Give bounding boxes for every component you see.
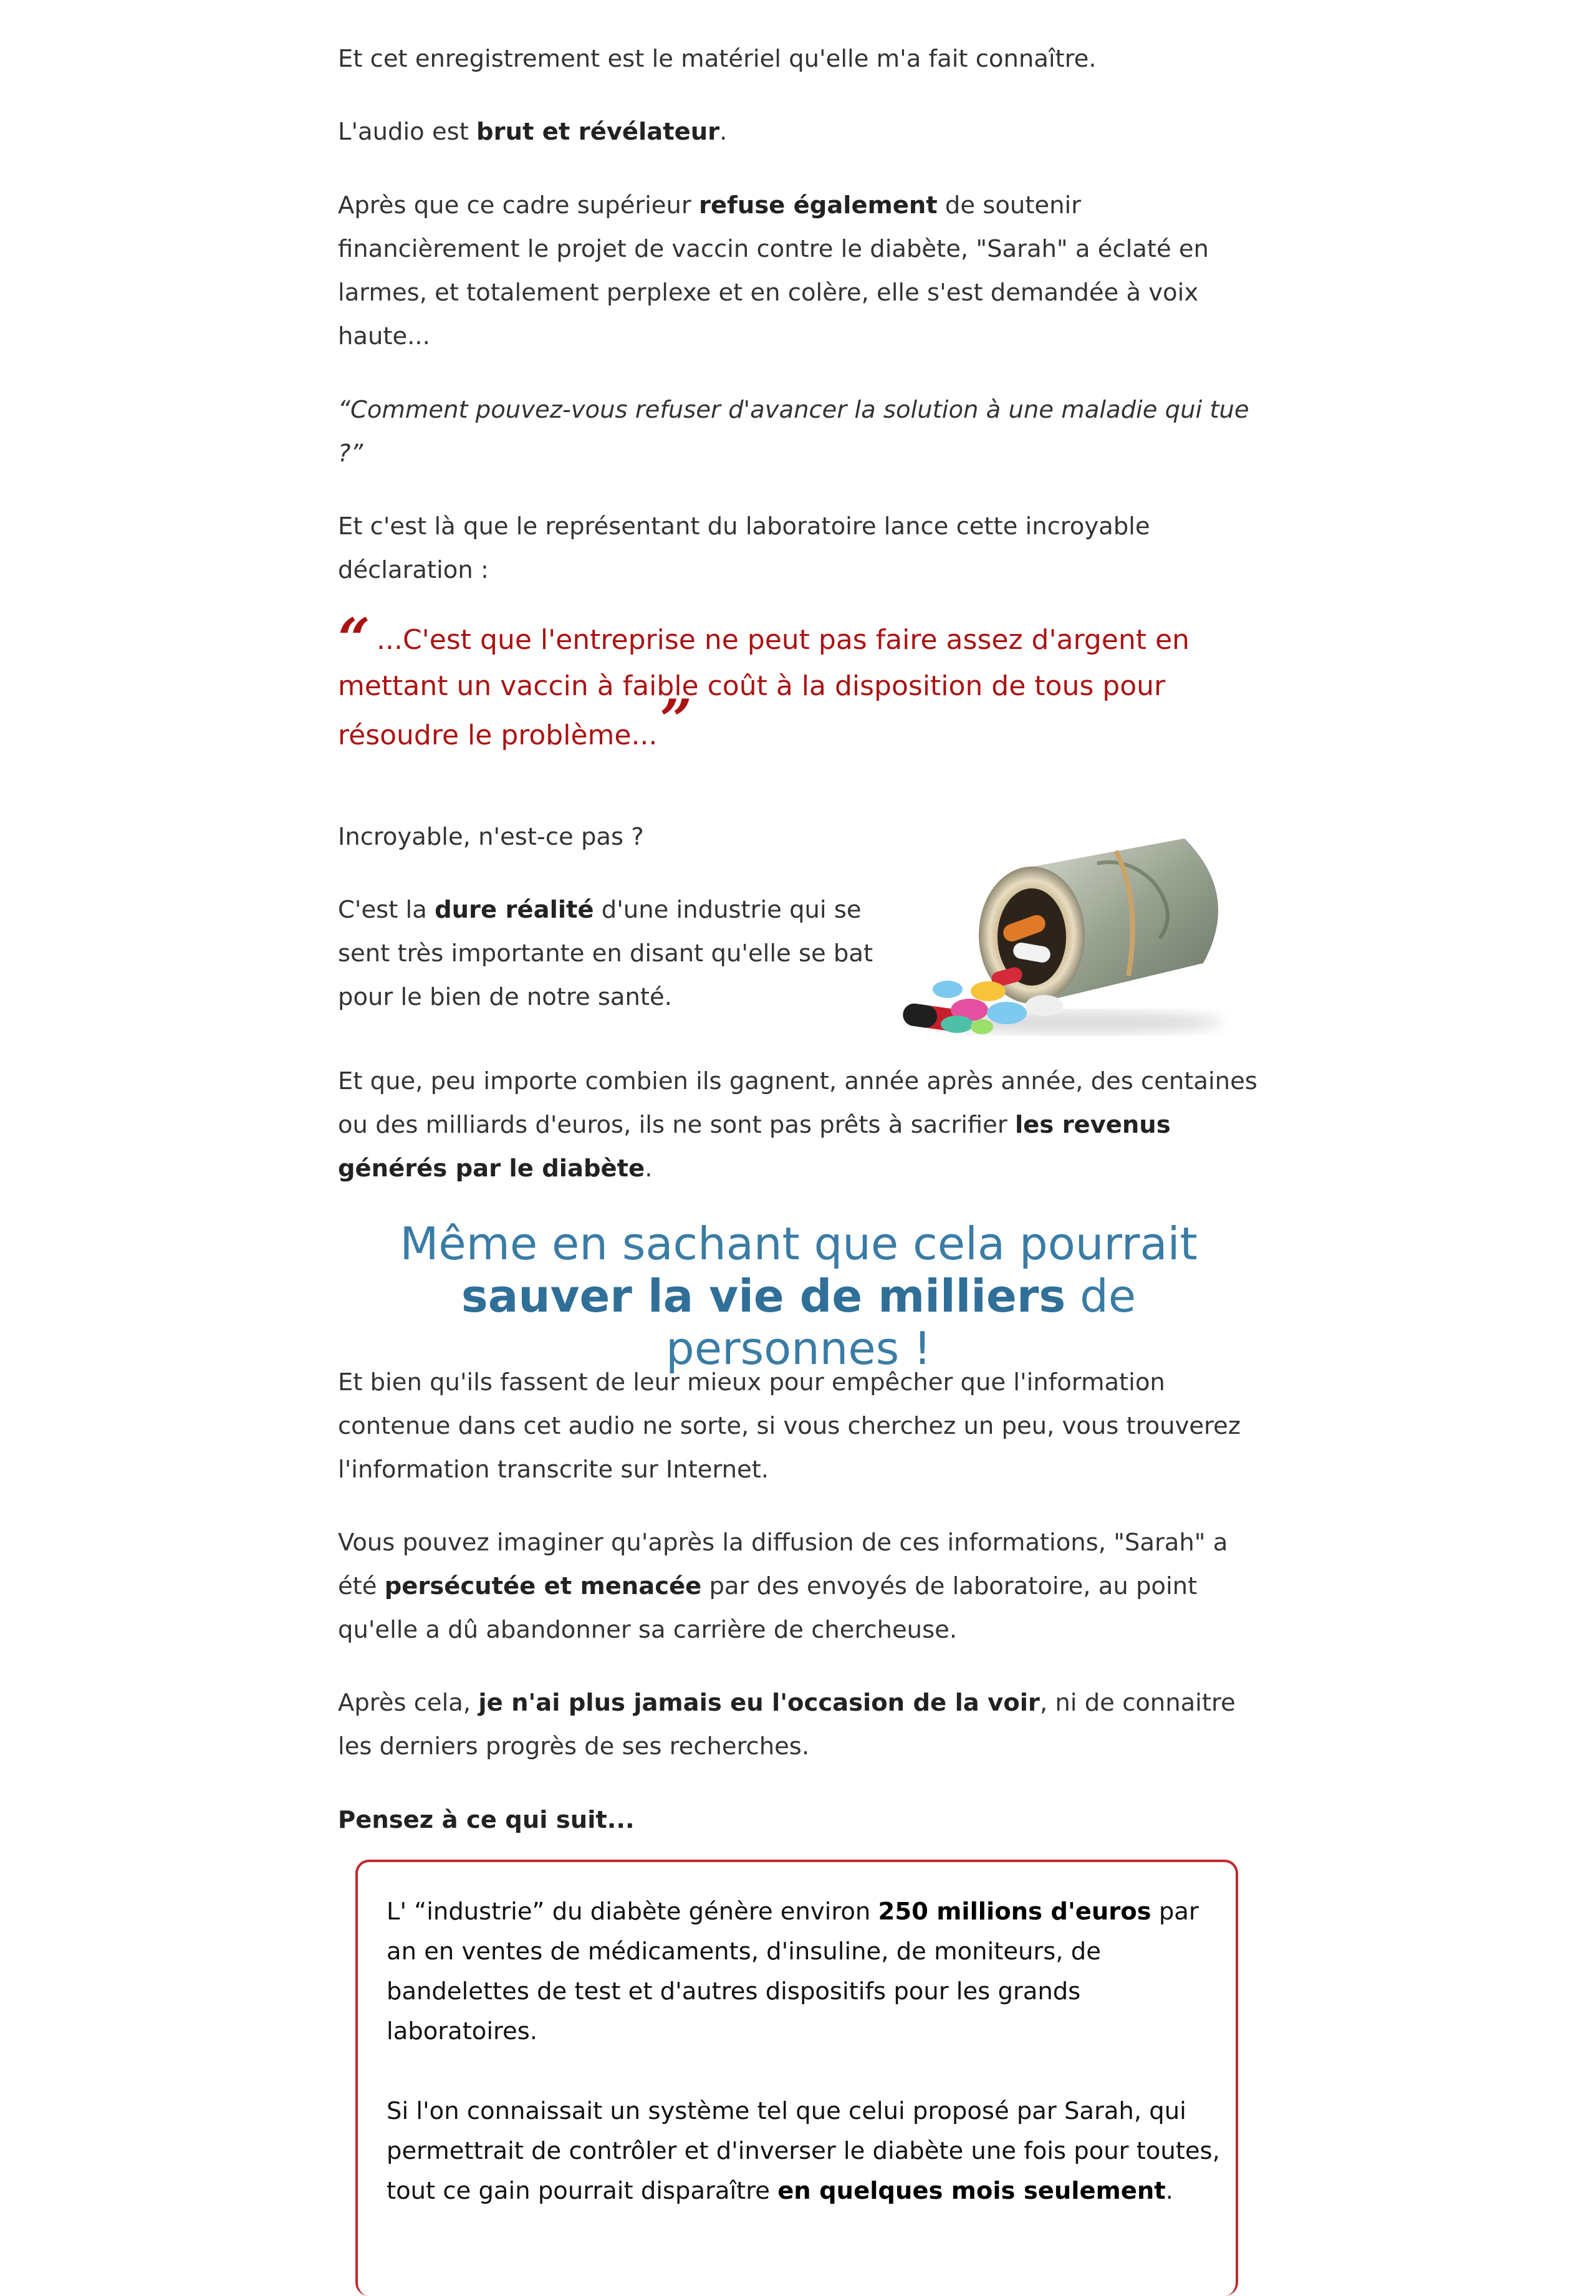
p10-bold: persécutée et menacée bbox=[384, 1572, 702, 1600]
close-quote-icon: ” bbox=[660, 687, 693, 753]
paragraph-11 bbox=[338, 1681, 1259, 1769]
paragraph-4-text: “Comment pouvez-vous refuser d'avancer la solution à une maladie qui tue ?” bbox=[338, 396, 1249, 468]
headline-text-a: Même en sachant que cela pourrait bbox=[400, 1218, 1198, 1270]
headline-text-c: de personnes ! bbox=[666, 1270, 1137, 1375]
paragraph-5-text: Et c'est là que le représentant du laboratoire lance cette incroyable déclaration : bbox=[338, 512, 1150, 584]
p7-bold: dure réalité bbox=[435, 896, 594, 924]
money-roll-pills-icon bbox=[892, 826, 1241, 1041]
box-p2-text-c: . bbox=[1165, 2177, 1173, 2205]
p7-text-a: C'est la bbox=[338, 896, 435, 924]
p2-text-c: . bbox=[719, 118, 728, 146]
p8-bold: les revenus générés par le diabète bbox=[338, 1111, 1171, 1183]
box-p2-bold: en quelques mois seulement bbox=[777, 2177, 1166, 2205]
box-p1-text-a: L' “industrie” du diabète génère environ bbox=[387, 1898, 878, 1926]
box-p1-text-c: par an en ventes de médicaments, d'insuline, de moniteurs, de bandelettes de test et d'autres dispositifs pour les grands laboratoires. bbox=[387, 1898, 1199, 2045]
paragraph-7 bbox=[338, 888, 887, 1019]
p3-bold: refuse également bbox=[698, 191, 938, 219]
pull-quote bbox=[338, 606, 1236, 759]
p3-text-a: Après que ce cadre supérieur bbox=[338, 191, 699, 219]
p10-text-c: par des envoyés de laboratoire, au point qu'elle a dû abandonner sa carrière de chercheuse. bbox=[338, 1572, 1198, 1644]
paragraph-1-text: Et cet enregistrement est le matériel qu'elle m'a fait connaître. bbox=[338, 45, 1097, 73]
p2-bold: brut et révélateur bbox=[476, 118, 720, 146]
paragraph-5 bbox=[338, 505, 1259, 592]
p8-text-a: Et que, peu importe combien ils gagnent, année après année, des centaines ou des milliards d'euros, ils ne sont pas prêts à sacrifier bbox=[338, 1067, 1257, 1139]
highlight-box-content bbox=[387, 1892, 1222, 2211]
paragraph-12 bbox=[338, 1799, 1259, 1842]
box-p2-text-a: Si l'on connaissait un système tel que celui proposé par Sarah, qui permettrait de contrôler et d'inverser le diabète une fois pour toutes, tout ce gain pourrait disparaître bbox=[387, 2097, 1220, 2205]
p3-text-c: de soutenir financièrement le projet de vaccin contre le diabète, "Sarah" a éclaté en larmes, et totalement perplexe et en colère, elle s'est demandée à voix haute... bbox=[338, 191, 1209, 350]
p10-text-a: Vous pouvez imaginer qu'après la diffusion de ces informations, "Sarah" a été bbox=[338, 1529, 1228, 1600]
paragraph-6-text: Incroyable, n'est-ce pas ? bbox=[338, 823, 644, 851]
paragraph-3 bbox=[338, 184, 1259, 358]
p8-text-c: . bbox=[645, 1155, 653, 1183]
box-p1-bold: 250 millions d'euros bbox=[878, 1898, 1151, 1926]
pull-quote-text: ...C'est que l'entreprise ne peut pas faire assez d'argent en mettant un vaccin à faible coût à la disposition de tous pour résoudre le problème... bbox=[338, 624, 1190, 751]
paragraph-9-text: Et bien qu'ils fassent de leur mieux pour empêcher que l'information contenue dans cet audio ne sorte, si vous cherchez un peu, vous trouverez l'information transcrite sur Internet. bbox=[338, 1368, 1241, 1484]
p11-text-a: Après cela, bbox=[338, 1689, 479, 1717]
paragraph-10 bbox=[338, 1521, 1259, 1652]
section-headline bbox=[338, 1218, 1259, 1375]
paragraph-1 bbox=[338, 37, 1259, 81]
p2-text-a: L'audio est bbox=[338, 118, 477, 146]
headline-bold: sauver la vie de milliers bbox=[461, 1270, 1066, 1322]
open-quote-icon: “ bbox=[338, 606, 370, 672]
p7-text-c: d'une industrie qui se sent très importante en disant qu'elle se bat pour le bien de notre santé. bbox=[338, 896, 873, 1011]
paragraph-9 bbox=[338, 1361, 1259, 1492]
paragraph-12-text: Pensez à ce qui suit... bbox=[338, 1806, 635, 1834]
p11-text-c: , ni de connaitre les derniers progrès de ses recherches. bbox=[338, 1689, 1236, 1760]
paragraph-8 bbox=[338, 1060, 1259, 1191]
paragraph-2 bbox=[338, 110, 1259, 154]
p11-bold: je n'ai plus jamais eu l'occasion de la voir bbox=[478, 1689, 1040, 1717]
paragraph-4-question bbox=[338, 388, 1259, 476]
highlight-box bbox=[355, 1860, 1238, 2296]
